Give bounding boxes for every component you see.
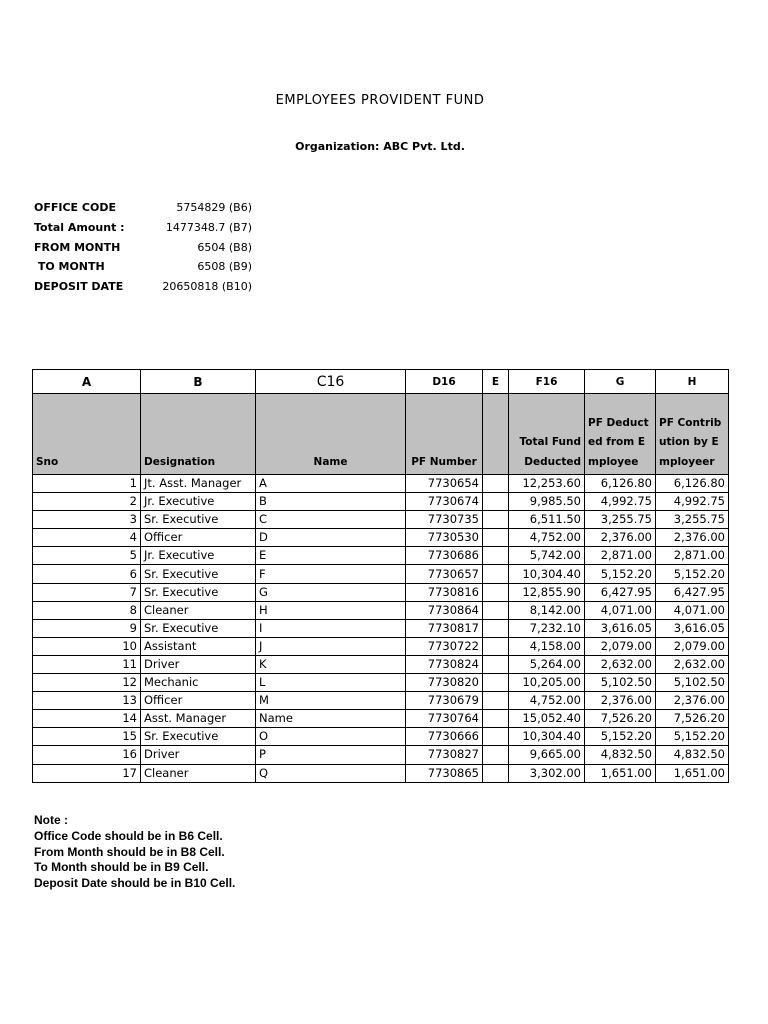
cell-sno: 6 xyxy=(33,565,141,583)
cell-e xyxy=(483,674,509,692)
column-letter: C16 xyxy=(256,370,406,394)
info-label: OFFICE CODE xyxy=(34,201,116,214)
cell-designation: Cleaner xyxy=(141,764,256,782)
cell-e xyxy=(483,583,509,601)
table-body xyxy=(33,475,729,783)
cell-pf-number: 7730816 xyxy=(406,583,483,601)
cell-pf-employer: 4,832.50 xyxy=(656,746,729,764)
cell-e xyxy=(483,655,509,673)
table-row xyxy=(33,565,729,583)
note-line: From Month should be in B8 Cell. xyxy=(34,844,225,859)
cell-sno: 15 xyxy=(33,728,141,746)
table-row xyxy=(33,728,729,746)
cell-designation: Mechanic xyxy=(141,674,256,692)
cell-sno: 16 xyxy=(33,746,141,764)
organization-label: Organization: ABC Pvt. Ltd. xyxy=(295,140,465,153)
cell-e xyxy=(483,728,509,746)
cell-designation: Jr. Executive xyxy=(141,547,256,565)
cell-name: A xyxy=(256,475,406,493)
cell-total-fund: 9,985.50 xyxy=(509,493,585,511)
cell-total-fund: 5,742.00 xyxy=(509,547,585,565)
cell-e xyxy=(483,710,509,728)
column-letter: E xyxy=(483,370,509,394)
cell-total-fund: 10,205.00 xyxy=(509,674,585,692)
cell-name: G xyxy=(256,583,406,601)
cell-pf-employee: 4,071.00 xyxy=(585,601,656,619)
cell-total-fund: 8,142.00 xyxy=(509,601,585,619)
note-line: To Month should be in B9 Cell. xyxy=(34,860,209,875)
cell-designation: Driver xyxy=(141,746,256,764)
header-total-fund: Total Fund Deducted xyxy=(509,394,585,475)
cell-total-fund: 4,158.00 xyxy=(509,637,585,655)
note-line: Deposit Date should be in B10 Cell. xyxy=(34,876,236,891)
info-value: 6504 (B8) xyxy=(197,240,252,254)
cell-pf-employee: 5,102.50 xyxy=(585,674,656,692)
column-letter-row xyxy=(33,370,729,394)
info-row-office-code xyxy=(34,198,264,218)
cell-sno: 9 xyxy=(33,619,141,637)
cell-total-fund: 10,304.40 xyxy=(509,728,585,746)
cell-name: I xyxy=(256,619,406,637)
table-row xyxy=(33,637,729,655)
cell-e xyxy=(483,746,509,764)
column-letter: H xyxy=(656,370,729,394)
table-row xyxy=(33,655,729,673)
cell-pf-employer: 2,871.00 xyxy=(656,547,729,565)
cell-pf-employee: 4,832.50 xyxy=(585,746,656,764)
table-row xyxy=(33,511,729,529)
note-heading: Note : xyxy=(34,813,68,827)
cell-designation: Sr. Executive xyxy=(141,728,256,746)
table-row xyxy=(33,674,729,692)
cell-pf-employee: 5,152.20 xyxy=(585,728,656,746)
cell-pf-employer: 3,255.75 xyxy=(656,511,729,529)
column-letter: G xyxy=(585,370,656,394)
cell-total-fund: 5,264.00 xyxy=(509,655,585,673)
info-value: 5754829 (B6) xyxy=(176,201,252,214)
cell-name: C xyxy=(256,511,406,529)
cell-pf-number: 7730735 xyxy=(406,511,483,529)
cell-name: P xyxy=(256,746,406,764)
cell-pf-number: 7730864 xyxy=(406,601,483,619)
document-title: EMPLOYEES PROVIDENT FUND xyxy=(275,93,485,108)
cell-sno: 17 xyxy=(33,764,141,782)
cell-pf-employer: 6,427.95 xyxy=(656,583,729,601)
cell-designation: Asst. Manager xyxy=(141,710,256,728)
column-letter: B xyxy=(141,370,256,394)
column-letter: A xyxy=(33,370,141,394)
table-row xyxy=(33,692,729,710)
cell-designation: Assistant xyxy=(141,637,256,655)
cell-pf-employer: 1,651.00 xyxy=(656,764,729,782)
cell-pf-employee: 2,632.00 xyxy=(585,655,656,673)
cell-pf-number: 7730657 xyxy=(406,565,483,583)
cell-pf-number: 7730824 xyxy=(406,655,483,673)
cell-name: H xyxy=(256,601,406,619)
cell-name: M xyxy=(256,692,406,710)
cell-e xyxy=(483,619,509,637)
info-value: 6508 (B9) xyxy=(197,260,252,274)
table-row xyxy=(33,619,729,637)
cell-pf-employer: 4,071.00 xyxy=(656,601,729,619)
cell-pf-employer: 5,102.50 xyxy=(656,674,729,692)
table-row xyxy=(33,601,729,619)
cell-pf-employer: 6,126.80 xyxy=(656,475,729,493)
cell-name: Q xyxy=(256,764,406,782)
table-row xyxy=(33,746,729,764)
cell-pf-employer: 5,152.20 xyxy=(656,728,729,746)
info-row-to-month xyxy=(34,257,264,277)
cell-pf-employee: 2,376.00 xyxy=(585,529,656,547)
cell-total-fund: 3,302.00 xyxy=(509,764,585,782)
header-row xyxy=(33,394,729,475)
cell-sno: 8 xyxy=(33,601,141,619)
cell-pf-employer: 5,152.20 xyxy=(656,565,729,583)
header-sno: Sno xyxy=(33,394,141,475)
cell-designation: Jr. Executive xyxy=(141,493,256,511)
cell-e xyxy=(483,511,509,529)
cell-pf-employer: 4,992.75 xyxy=(656,493,729,511)
cell-pf-employee: 2,871.00 xyxy=(585,547,656,565)
cell-designation: Sr. Executive xyxy=(141,583,256,601)
cell-sno: 1 xyxy=(33,475,141,493)
cell-e xyxy=(483,547,509,565)
cell-e xyxy=(483,692,509,710)
cell-designation: Officer xyxy=(141,529,256,547)
table-row xyxy=(33,493,729,511)
cell-pf-number: 7730817 xyxy=(406,619,483,637)
header-e xyxy=(483,394,509,475)
cell-pf-number: 7730666 xyxy=(406,728,483,746)
cell-designation: Jt. Asst. Manager xyxy=(141,475,256,493)
cell-pf-employer: 7,526.20 xyxy=(656,710,729,728)
cell-pf-employee: 1,651.00 xyxy=(585,764,656,782)
cell-sno: 2 xyxy=(33,493,141,511)
note-line: Office Code should be in B6 Cell. xyxy=(34,828,223,843)
info-label: FROM MONTH xyxy=(34,240,121,254)
cell-name: E xyxy=(256,547,406,565)
cell-pf-employee: 3,616.05 xyxy=(585,619,656,637)
cell-sno: 11 xyxy=(33,655,141,673)
cell-pf-employee: 4,992.75 xyxy=(585,493,656,511)
cell-name: K xyxy=(256,655,406,673)
cell-total-fund: 9,665.00 xyxy=(509,746,585,764)
info-label: DEPOSIT DATE xyxy=(34,280,124,294)
cell-sno: 12 xyxy=(33,674,141,692)
cell-e xyxy=(483,529,509,547)
cell-name: D xyxy=(256,529,406,547)
header-pf-employee: PF Deducted from Employee xyxy=(585,394,656,475)
info-block xyxy=(34,198,264,297)
cell-designation: Driver xyxy=(141,655,256,673)
cell-e xyxy=(483,637,509,655)
cell-total-fund: 6,511.50 xyxy=(509,511,585,529)
cell-designation: Officer xyxy=(141,692,256,710)
table-row xyxy=(33,710,729,728)
cell-pf-number: 7730865 xyxy=(406,764,483,782)
cell-sno: 3 xyxy=(33,511,141,529)
info-label: Total Amount : xyxy=(34,220,125,234)
cell-pf-employee: 2,079.00 xyxy=(585,637,656,655)
cell-name: L xyxy=(256,674,406,692)
column-letter: D16 xyxy=(406,370,483,394)
info-row-deposit-date xyxy=(34,277,264,297)
notes xyxy=(34,813,235,892)
cell-e xyxy=(483,493,509,511)
cell-designation: Sr. Executive xyxy=(141,511,256,529)
header-name: Name xyxy=(256,394,406,475)
cell-sno: 13 xyxy=(33,692,141,710)
cell-pf-number: 7730827 xyxy=(406,746,483,764)
cell-total-fund: 7,232.10 xyxy=(509,619,585,637)
cell-pf-number: 7730764 xyxy=(406,710,483,728)
cell-total-fund: 4,752.00 xyxy=(509,529,585,547)
cell-total-fund: 15,052.40 xyxy=(509,710,585,728)
cell-pf-employee: 3,255.75 xyxy=(585,511,656,529)
info-value: 1477348.7 (B7) xyxy=(165,220,252,234)
info-row-total-amount xyxy=(34,218,264,238)
cell-pf-number: 7730679 xyxy=(406,692,483,710)
cell-pf-number: 7730722 xyxy=(406,637,483,655)
cell-total-fund: 12,253.60 xyxy=(509,475,585,493)
cell-total-fund: 10,304.40 xyxy=(509,565,585,583)
cell-pf-number: 7730820 xyxy=(406,674,483,692)
cell-pf-employer: 3,616.05 xyxy=(656,619,729,637)
header-designation: Designation xyxy=(141,394,256,475)
cell-pf-employee: 7,526.20 xyxy=(585,710,656,728)
cell-e xyxy=(483,764,509,782)
cell-sno: 4 xyxy=(33,529,141,547)
cell-total-fund: 12,855.90 xyxy=(509,583,585,601)
cell-name: Name xyxy=(256,710,406,728)
cell-pf-employer: 2,376.00 xyxy=(656,692,729,710)
cell-pf-number: 7730686 xyxy=(406,547,483,565)
info-row-from-month xyxy=(34,238,264,258)
cell-pf-employee: 6,126.80 xyxy=(585,475,656,493)
cell-sno: 7 xyxy=(33,583,141,601)
cell-pf-employee: 6,427.95 xyxy=(585,583,656,601)
info-value: 20650818 (B10) xyxy=(162,280,252,294)
table-row xyxy=(33,764,729,782)
cell-name: J xyxy=(256,637,406,655)
cell-name: F xyxy=(256,565,406,583)
cell-designation: Sr. Executive xyxy=(141,565,256,583)
table-row xyxy=(33,547,729,565)
cell-e xyxy=(483,565,509,583)
cell-pf-number: 7730530 xyxy=(406,529,483,547)
table-row xyxy=(33,475,729,493)
cell-pf-employee: 2,376.00 xyxy=(585,692,656,710)
cell-designation: Cleaner xyxy=(141,601,256,619)
header-pf-employer: PF Contribution by Employeer xyxy=(656,394,729,475)
cell-name: B xyxy=(256,493,406,511)
cell-total-fund: 4,752.00 xyxy=(509,692,585,710)
cell-name: O xyxy=(256,728,406,746)
cell-pf-employer: 2,632.00 xyxy=(656,655,729,673)
info-label: TO MONTH xyxy=(34,260,105,274)
cell-sno: 5 xyxy=(33,547,141,565)
cell-pf-employer: 2,376.00 xyxy=(656,529,729,547)
table-row xyxy=(33,529,729,547)
cell-pf-number: 7730674 xyxy=(406,493,483,511)
cell-sno: 14 xyxy=(33,710,141,728)
pf-table xyxy=(32,369,729,783)
cell-e xyxy=(483,601,509,619)
column-letter: F16 xyxy=(509,370,585,394)
table-row xyxy=(33,583,729,601)
header-pf-number: PF Number xyxy=(406,394,483,475)
cell-sno: 10 xyxy=(33,637,141,655)
cell-pf-employer: 2,079.00 xyxy=(656,637,729,655)
cell-pf-employee: 5,152.20 xyxy=(585,565,656,583)
cell-e xyxy=(483,475,509,493)
cell-pf-number: 7730654 xyxy=(406,475,483,493)
cell-designation: Sr. Executive xyxy=(141,619,256,637)
